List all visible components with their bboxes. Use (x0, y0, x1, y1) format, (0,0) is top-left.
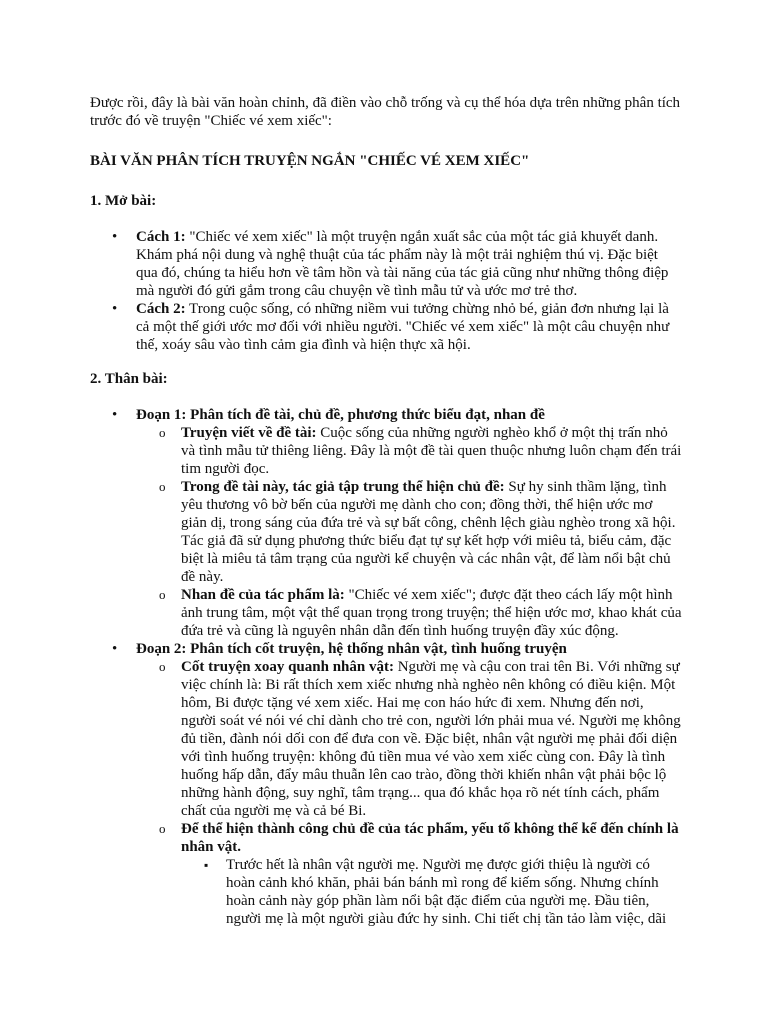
sub-sub-list-item (226, 856, 682, 928)
doan-1-label: Đoạn 1: Phân tích đề tài, chủ đề, phương thức biểu đạt, nhan đề (136, 407, 545, 423)
sub-list-item (181, 586, 682, 640)
item-label: Cốt truyện xoay quanh nhân vật: (181, 659, 394, 675)
list-item (136, 640, 682, 928)
doan-2-sublist (181, 658, 682, 928)
item-label: Cách 1: (136, 229, 186, 245)
sub-list-item (181, 820, 682, 928)
item-text: Trước hết là nhân vật người mẹ. Người mẹ được giới thiệu là người có hoàn cảnh khó khăn, phải bán bánh mì rong để kiếm sống. Nhưng chính hoàn cảnh này góp phần làm nổi bật đặc điểm của người mẹ. Đầu tiên, người mẹ là một người giàu đức hy sinh. Chi tiết chị tần tảo làm việc, dãi (226, 857, 667, 927)
item-label: Để thể hiện thành công chủ đề của tác phẩm, yếu tố không thể kể đến chính là nhân vật. (181, 821, 679, 855)
list-item (136, 406, 682, 640)
doan-2-label: Đoạn 2: Phân tích cốt truyện, hệ thống nhân vật, tình huống truyện (136, 641, 567, 657)
item-label: Cách 2: (136, 301, 186, 317)
sub-list-item (181, 658, 682, 820)
doan-1-sublist (181, 424, 682, 640)
mo-bai-list (136, 228, 682, 354)
nhan-vat-sublist (226, 856, 682, 928)
item-text: "Chiếc vé xem xiếc"; được đặt theo cách lấy một hình ảnh trung tâm, một vật thể quan trọng trong truyện; thể hiện ước mơ, khao khát của đứa trẻ và cũng là nguyên nhân dẫn đến tình huống truyện đầy xúc động. (181, 587, 682, 639)
item-text: Cuộc sống của những người nghèo khổ ở một thị trấn nhỏ và tình mẫu tử thiêng liêng. Đây là một đề tài quen thuộc nhưng luôn chạm đến trái tim người đọc. (181, 425, 682, 477)
item-text: Người mẹ và cậu con trai tên Bi. Với những sự việc chính là: Bi rất thích xem xiếc nhưng nhà nghèo nên không có điều kiện. Một hôm, Bi được tặng vé xem xiếc. Hai mẹ con háo hức đi xem. Nhưng đến nơi, người soát vé nói vé chỉ dành cho trẻ con, người lớn phải mua vé. Người mẹ không đủ tiền, đành nói dối con để đưa con về. Đặc biệt, nhân vật người mẹ phải đối diện với tình huống truyện: không đủ tiền mua vé vào xem xiếc cùng con. Đây là tình huống hấp dẫn, đẩy mâu thuẫn lên cao trào, đồng thời khiến nhân vật phải bộc lộ những hành động, suy nghĩ, tâm trạng... qua đó khắc họa rõ nét tính cách, phẩm chất của người mẹ và cả bé Bi. (181, 659, 681, 819)
item-text: Sự hy sinh thầm lặng, tình yêu thương vô bờ bến của người mẹ dành cho con; đồng thời, thể hiện ước mơ giản dị, trong sáng của đứa trẻ và sự bất công, chênh lệch giàu nghèo trong xã hội. Tác giả đã sử dụng phương thức biểu đạt tự sự kết hợp với miêu tả, biểu cảm, đặc biệt là miêu tả tâm trạng của người kể chuyện và các nhân vật, để làm nổi bật chủ đề này. (181, 479, 676, 585)
intro-paragraph: Được rồi, đây là bài văn hoàn chỉnh, đã điền vào chỗ trống và cụ thể hóa dựa trên những phân tích trước đó về truyện "Chiếc vé xem xiếc": (90, 95, 681, 129)
item-label: Truyện viết về đề tài: (181, 425, 317, 441)
section-heading-than-bai: 2. Thân bài: (90, 371, 168, 387)
item-text: Trong cuộc sống, có những niềm vui tưởng chừng nhỏ bé, giản đơn nhưng lại là cả một thế giới ước mơ đối với nhiều người. "Chiếc vé xem xiếc" là một câu chuyện như thế, xoáy sâu vào tình cảm gia đình và hiện thực xã hội. (136, 301, 670, 353)
item-label: Nhan đề của tác phẩm là: (181, 587, 345, 603)
item-text: "Chiếc vé xem xiếc" là một truyện ngắn xuất sắc của một tác giả khuyết danh. Khám phá nội dung và nghệ thuật của tác phẩm này là một trải nghiệm thú vị. Đặc biệt qua đó, chúng ta hiểu hơn về tâm hồn và tài năng của tác giả cũng như những thông điệp mà người đó gửi gắm trong câu chuyện về tình mẫu tử và ước mơ trẻ thơ. (136, 229, 669, 299)
item-label: Trong đề tài này, tác giả tập trung thể hiện chủ đề: (181, 479, 505, 495)
sub-list-item (181, 424, 682, 478)
than-bai-list (136, 406, 682, 928)
list-item (136, 300, 682, 354)
list-item (136, 228, 682, 300)
section-heading-mo-bai: 1. Mở bài: (90, 193, 157, 209)
document-page (90, 94, 682, 944)
document-title: BÀI VĂN PHÂN TÍCH TRUYỆN NGẮN "CHIẾC VÉ XEM XIẾC" (90, 153, 530, 169)
sub-list-item (181, 478, 682, 586)
